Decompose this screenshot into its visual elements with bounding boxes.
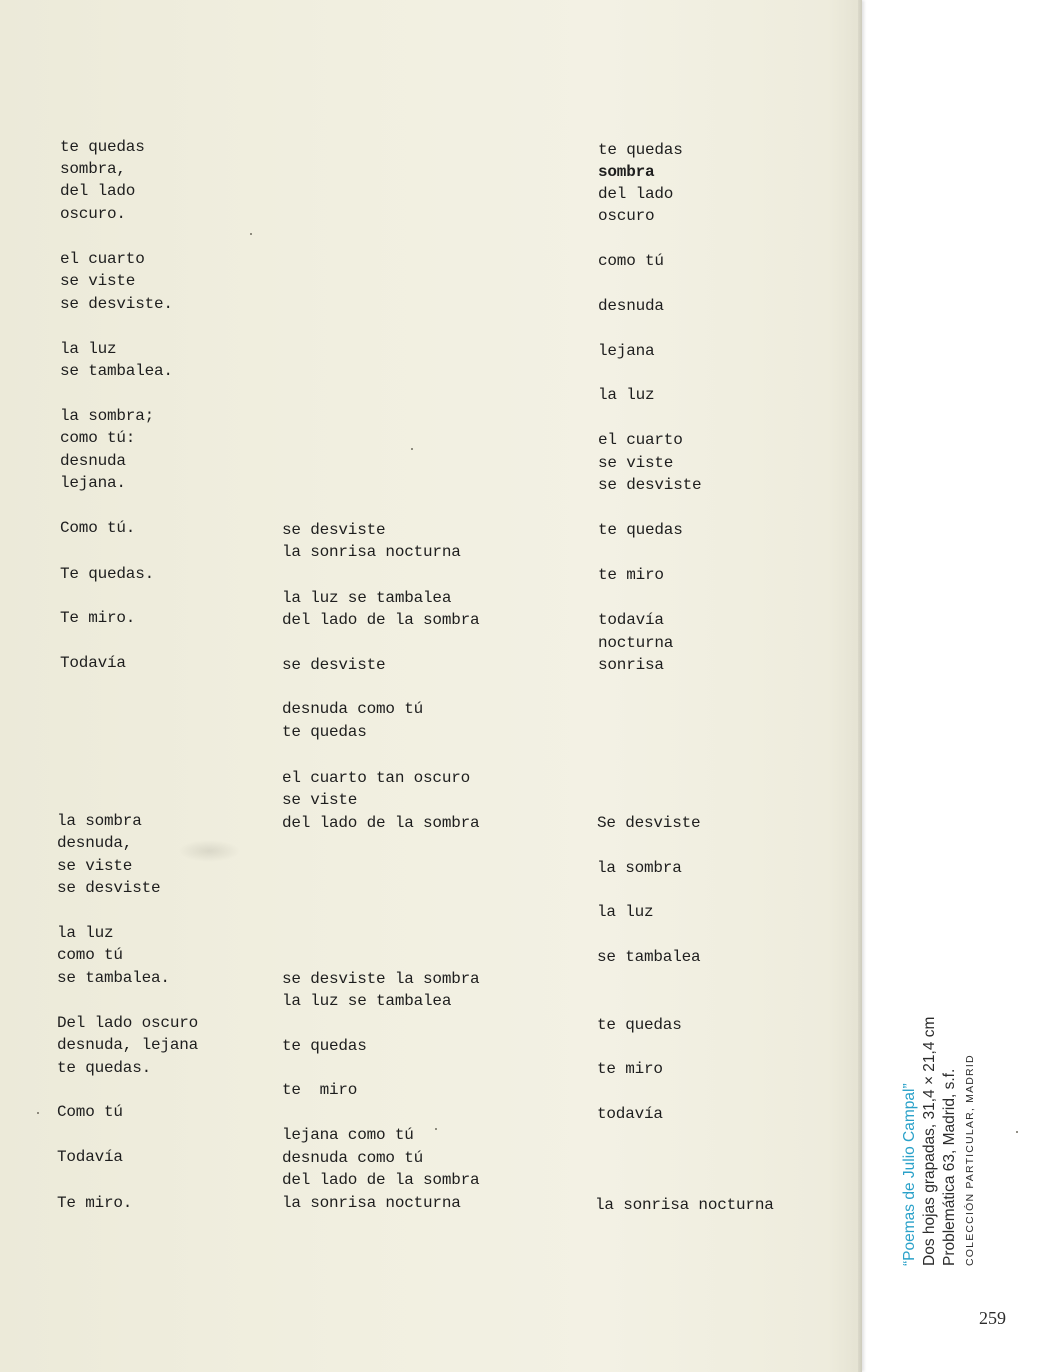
poem-line: la luz se tambalea	[282, 992, 452, 1010]
poem-line: se viste	[60, 272, 136, 290]
figure-caption	[900, 936, 980, 1266]
caption-publication: Problemática 63, Madrid, s.f.	[941, 1068, 958, 1266]
poem-line: desnuda como tú	[282, 1149, 424, 1167]
poem-line: del lado de la sombra	[282, 814, 480, 832]
poem-line: la luz	[598, 386, 655, 404]
poem-line: sonrisa	[598, 656, 664, 674]
paper-speck	[435, 1128, 437, 1130]
poem-line: la sombra	[597, 859, 682, 877]
poem-line: te quedas	[60, 138, 145, 156]
poem-line: te quedas	[598, 521, 683, 539]
poem-line: desnuda,	[57, 834, 133, 852]
poem-line: te quedas	[598, 141, 683, 159]
poem-line: desnuda	[598, 297, 664, 315]
poem-line: Te quedas.	[60, 565, 155, 583]
poem-line: del lado	[598, 185, 674, 203]
poem-line: Del lado oscuro	[57, 1014, 199, 1032]
paper-smudge	[178, 840, 240, 862]
poem-line: la sombra;	[60, 407, 155, 425]
poem-line: lejana como tú	[282, 1126, 414, 1144]
poem-line: se desviste	[598, 476, 702, 494]
poem-line: Todavía	[60, 654, 126, 672]
poem-line: se tambalea.	[57, 969, 170, 987]
sheet-edge-shadow	[858, 0, 862, 1372]
poem-line: Se desviste	[597, 814, 701, 832]
poem-line: te quedas	[282, 723, 367, 741]
poem-line: oscuro.	[60, 205, 126, 223]
poem-line: el cuarto	[60, 250, 145, 268]
poem-line: se tambalea.	[60, 362, 173, 380]
poem-line: Como tú.	[60, 519, 136, 537]
poem-line: te miro	[598, 566, 664, 584]
paper-speck	[250, 233, 252, 235]
poem-line: lejana.	[60, 474, 126, 492]
poem-line: Todavía	[57, 1148, 123, 1166]
poem-line: se desviste	[282, 521, 386, 539]
poem-line: lejana	[598, 342, 655, 360]
poem-line: se desviste	[282, 656, 386, 674]
poem-line: oscuro	[598, 207, 655, 225]
poem-line: la luz	[60, 340, 117, 358]
poem-line: desnuda	[60, 452, 126, 470]
poem-line: del lado de la sombra	[282, 611, 480, 629]
poem-line: te quedas	[282, 1037, 367, 1055]
poem-line: te quedas	[597, 1016, 682, 1034]
page-number: 259	[979, 1308, 1006, 1328]
poem-line-emphasis: sombra	[598, 163, 655, 181]
caption-title: “Poemas de Julio Campal”	[901, 1083, 918, 1266]
caption-collection: COLECCIÓN PARTICULAR, MADRID	[964, 1054, 976, 1266]
poem-line: la sonrisa nocturna	[282, 543, 461, 561]
caption-dimensions: Dos hojas grapadas, 31,4 × 21,4 cm	[921, 1016, 938, 1266]
paper-speck	[411, 448, 413, 450]
poem-line: la luz	[57, 924, 114, 942]
poem-line: todavía	[597, 1105, 663, 1123]
poem-line: nocturna	[598, 634, 674, 652]
paper-speck	[1016, 1131, 1018, 1133]
poem-line: se desviste la sombra	[282, 970, 480, 988]
poem-line: Como tú	[57, 1103, 123, 1121]
paper-speck	[37, 1112, 39, 1114]
poem-line: como tú	[598, 252, 664, 270]
poem-line: la luz	[597, 903, 654, 921]
poem-line: el cuarto	[598, 431, 683, 449]
poem-line: te miro	[597, 1060, 663, 1078]
poem-line: te quedas.	[57, 1059, 152, 1077]
poem-line: la luz se tambalea	[282, 589, 452, 607]
poem-line: desnuda como tú	[282, 700, 424, 718]
poem-line: se viste	[282, 791, 358, 809]
poem-line: todavía	[598, 611, 664, 629]
poem-line: se desviste	[57, 879, 161, 897]
poem-line: sombra,	[60, 160, 126, 178]
poem-line: Te miro.	[60, 609, 136, 627]
poem-line: del lado	[60, 182, 136, 200]
poem-line: se tambalea	[597, 948, 701, 966]
poem-line: se viste	[57, 857, 133, 875]
poem-line: te miro	[282, 1081, 358, 1099]
poem-line: se viste	[598, 454, 674, 472]
poem-line: como tú:	[60, 429, 136, 447]
poem-line: Te miro.	[57, 1194, 133, 1212]
poem-line: la sonrisa nocturna	[595, 1196, 774, 1214]
poem-line: el cuarto tan oscuro	[282, 769, 471, 787]
poem-line: como tú	[57, 946, 123, 964]
poem-line: se desviste.	[60, 295, 173, 313]
poem-line: la sombra	[57, 812, 142, 830]
poem-line: desnuda, lejana	[57, 1036, 199, 1054]
poem-line: la sonrisa nocturna	[282, 1194, 461, 1212]
poem-line: del lado de la sombra	[282, 1171, 480, 1189]
